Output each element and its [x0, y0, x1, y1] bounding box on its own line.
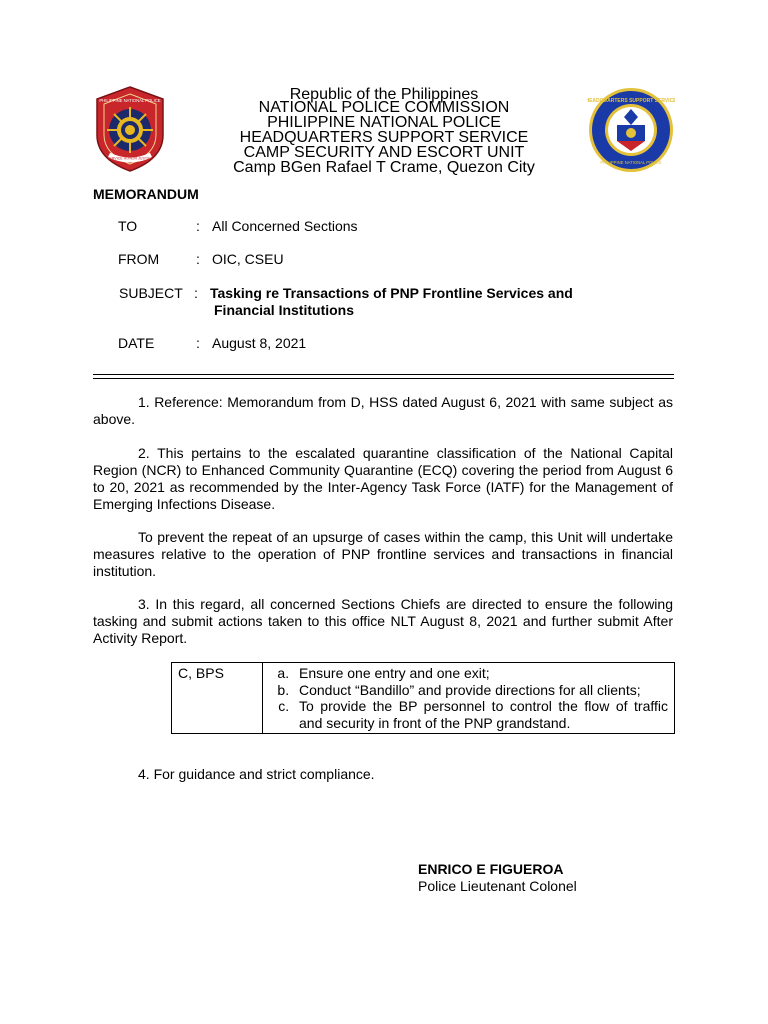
svg-text:SERVICE HONOR JUSTICE: SERVICE HONOR JUSTICE: [106, 156, 154, 161]
paragraph-1-text: 1. Reference: Memorandum from D, HSS dated August 6, 2021 with same subject as above.: [93, 394, 673, 427]
svg-text:HEADQUARTERS SUPPORT SERVICE: HEADQUARTERS SUPPORT SERVICE: [587, 98, 675, 104]
svg-text:PHILIPPINE NATIONAL POLICE: PHILIPPINE NATIONAL POLICE: [99, 98, 161, 103]
task-item-b: b. Conduct “Bandillo” and provide directions for all clients;: [293, 682, 668, 699]
memo-title: MEMORANDUM: [93, 186, 199, 202]
header-republic: Republic of the Philippines: [289, 86, 479, 103]
paragraph-1: [93, 394, 673, 428]
hss-seal-logo: [587, 87, 675, 173]
paragraph-2: [93, 445, 673, 513]
paragraph-5-text: 4. For guidance and strict compliance.: [138, 766, 375, 782]
to-value: All Concerned Sections: [212, 218, 358, 234]
task-item-c: c. To provide the BP personnel to control the flow of traffic and security in front of the PNP grandstand.: [293, 698, 668, 731]
divider-bottom: [93, 378, 674, 379]
paragraph-4-text: 3. In this regard, all concerned Sections Chiefs are directed to ensure the following tasking and submit actions taken to this office NLT August 8, 2021 and further submit After Activity Report.: [93, 596, 673, 646]
task-item-a: a. Ensure one entry and one exit;: [293, 665, 668, 682]
date-colon: :: [196, 335, 200, 351]
paragraph-2-text: 2. This pertains to the escalated quarantine classification of the National Capital Region (NCR) to Enhanced Community Quarantine (ECQ) covering the period from August 6 to 20, 2021 as recommended by the Inter-Agency Task Force (IATF) for the Management of Emerging Infections Disease.: [93, 445, 673, 512]
paragraph-4: [93, 596, 673, 647]
header-address: Camp BGen Rafael T Crame, Quezon City: [233, 159, 535, 176]
to-colon: :: [196, 218, 200, 234]
subject-colon: :: [194, 285, 198, 301]
from-colon: :: [196, 251, 200, 267]
signatory-rank: Police Lieutenant Colonel: [418, 878, 577, 894]
header-hss: HEADQUARTERS SUPPORT SERVICE: [239, 129, 529, 146]
section-cell: C, BPS: [172, 663, 263, 734]
date-label: DATE: [118, 335, 155, 351]
subject-line-2: Financial Institutions: [214, 302, 355, 318]
task-list: [269, 665, 668, 731]
from-label: FROM: [118, 251, 160, 267]
header-napolcom: NATIONAL POLICE COMMISSION: [258, 99, 510, 116]
subject-line-1: Tasking re Transactions of PNP Frontline Services and: [210, 285, 573, 301]
table-row: [172, 663, 675, 734]
subject-label: SUBJECT: [119, 285, 183, 301]
tasks-cell: [263, 663, 675, 734]
to-label: TO: [118, 218, 138, 234]
tasking-table: [171, 662, 675, 734]
divider-top: [93, 374, 674, 375]
pnp-seal-logo: [93, 85, 167, 173]
paragraph-3: [93, 529, 673, 580]
signatory-name: ENRICO E FIGUEROA: [418, 861, 564, 877]
header-pnp: PHILIPPINE NATIONAL POLICE: [267, 114, 501, 131]
paragraph-3-text: To prevent the repeat of an upsurge of cases within the camp, this Unit will undertake measures relative to the operation of PNP frontline services and transactions in financial institution.: [93, 529, 673, 579]
date-value: August 8, 2021: [212, 335, 307, 351]
from-value: OIC, CSEU: [212, 251, 284, 267]
paragraph-5: [93, 766, 673, 783]
svg-text:PHILIPPINE NATIONAL POLICE: PHILIPPINE NATIONAL POLICE: [600, 160, 662, 165]
header-cseu: CAMP SECURITY AND ESCORT UNIT: [243, 144, 525, 161]
